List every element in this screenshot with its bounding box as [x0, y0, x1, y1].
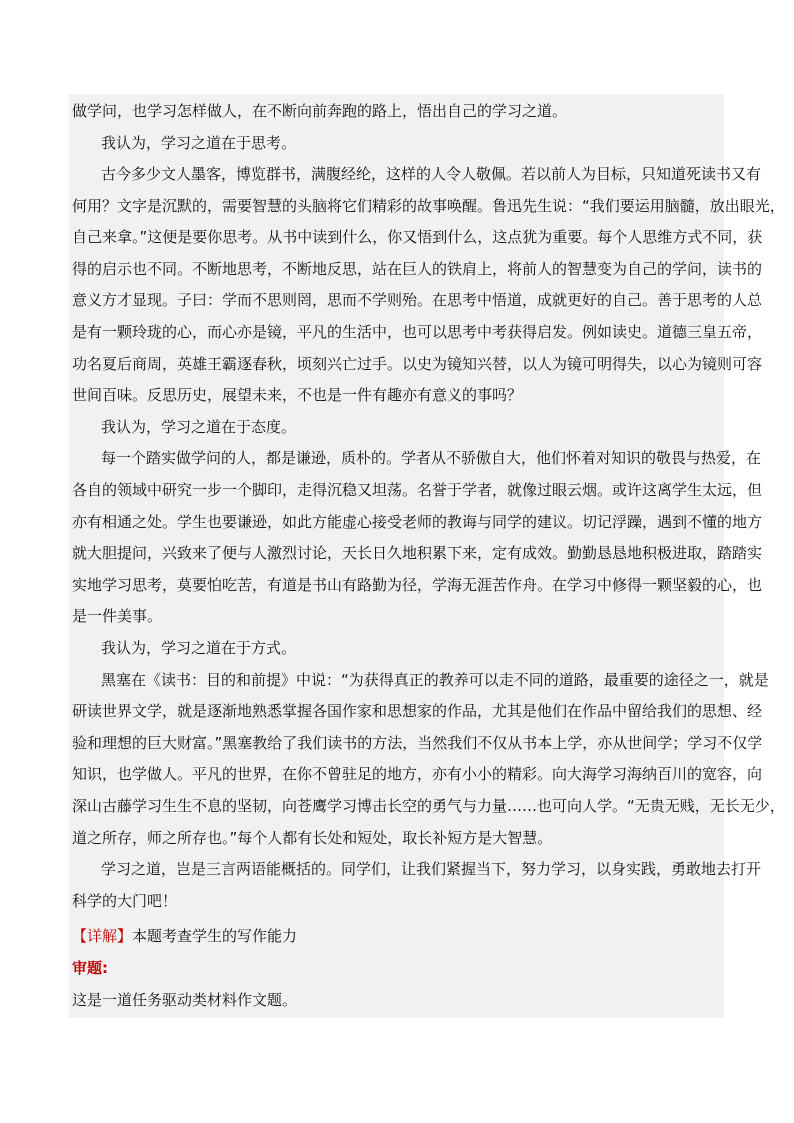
paragraph-line: 亦有相通之处。学生也要谦逊，如此方能虚心接受老师的教诲与同学的建议。切记浮躁，遇到不懂的地方: [72, 513, 763, 531]
paragraph-line: 道之所存，师之所存也。”每个人都有长处和短处，取长补短方是大智慧。: [72, 829, 553, 847]
paragraph-line: 是一件美事。: [72, 607, 163, 625]
paragraph-line: 古今多少文人墨客，博览群书，满腹经纶，这样的人令人敬佩。若以前人为目标，只知道死读书又有: [101, 165, 762, 183]
paragraph-line: 各自的领域中研究一步一个脚印，走得沉稳又坦荡。名誉于学者，就像过眼云烟。或许这离学生太远，但: [72, 481, 763, 499]
detail-text: 本题考查学生的写作能力: [132, 927, 298, 945]
paragraph-line: 研读世界文学，就是逐渐地熟悉掌握各国作家和思想家的作品，尤其是他们在作品中留给我们的思想、经: [72, 702, 763, 720]
paragraph-line: 知识，也学做人。平凡的世界，在你不曾驻足的地方，亦有小小的精彩。向大海学习海纳百川的宽容，向: [72, 765, 763, 783]
paragraph-line: 功名夏后商周，英雄王霸逐春秋，顷刻兴亡过手。以史为镜知兴替，以人为镜可明得失，以心为镜则可容: [72, 355, 763, 373]
detail-line: [72, 926, 724, 946]
thesis-line: 我认为，学习之道在于方式。: [101, 639, 297, 657]
paragraph-line: 意义方才显现。子曰：学而不思则罔，思而不学则殆。在思考中悟道，成就更好的自己。善于思考的人总: [72, 291, 763, 309]
thesis-line: 我认为，学习之道在于思考。: [101, 134, 297, 152]
paragraph-line: 得的启示也不同。不断地思考，不断地反思，站在巨人的铁肩上，将前人的智慧变为自己的学问，读书的: [72, 260, 763, 278]
final-line: 这是一道任务驱动类材料作文题。: [72, 991, 298, 1009]
paragraph-line: 学习之道，岂是三言两语能概括的。同学们，让我们紧握当下，努力学习，以身实践，勇敢地去打开: [101, 860, 762, 878]
paragraph-line: 世间百味。反思历史，展望未来，不也是一件有趣亦有意义的事吗？: [72, 386, 523, 404]
paragraph-line: 每一个踏实做学问的人，都是谦逊，质朴的。学者从不骄傲自大，他们怀着对知识的敬畏与热爱，在: [101, 449, 762, 467]
paragraph-line: 就大胆提问，兴致来了便与人激烈讨论，天长日久地积累下来，定有成效。勤勤恳恳地积极进取，踏踏实: [72, 544, 763, 562]
paragraph-line: 深山古藤学习生生不息的坚韧，向苍鹰学习博击长空的勇气与力量……也可向人学。“无贵无贱，无长无少，: [72, 797, 785, 815]
paragraph-line: 验和理想的巨大财富。”黑塞教给了我们读书的方法，当然我们不仅从书本上学，亦从世间学；学习不仅学: [72, 734, 763, 752]
paragraph-line: 实地学习思考，莫要怕吃苦，有道是书山有路勤为径，学海无涯苦作舟。在学习中修得一颗坚毅的心，也: [72, 576, 763, 594]
paragraph-line: 做学问，也学习怎样做人，在不断向前奔跑的路上，悟出自己的学习之道。: [72, 102, 568, 120]
review-label: 审题:: [72, 959, 108, 977]
paragraph-line: 科学的大门吧！: [72, 892, 178, 910]
paragraph-line: 黑塞在《读书：目的和前提》中说：“为获得真正的教养可以走不同的道路，最重要的途径之一，就是: [101, 671, 769, 689]
detail-tag: 【详解】: [72, 927, 133, 945]
paragraph-line: 何用？文字是沉默的，需要智慧的头脑将它们精彩的故事唤醒。鲁迅先生说：“我们要运用脑髓，放出眼光，: [72, 197, 785, 215]
paragraph-line: 自己来拿。”这便是要你思考。从书中读到什么，你又悟到什么，这点犹为重要。每个人思维方式不同，获: [72, 228, 763, 246]
thesis-line: 我认为，学习之道在于态度。: [101, 418, 297, 436]
paragraph-line: 是有一颗玲珑的心，而心亦是镜，平凡的生活中，也可以思考中考获得启发。例如读史。道德三皇五帝，: [72, 323, 763, 341]
